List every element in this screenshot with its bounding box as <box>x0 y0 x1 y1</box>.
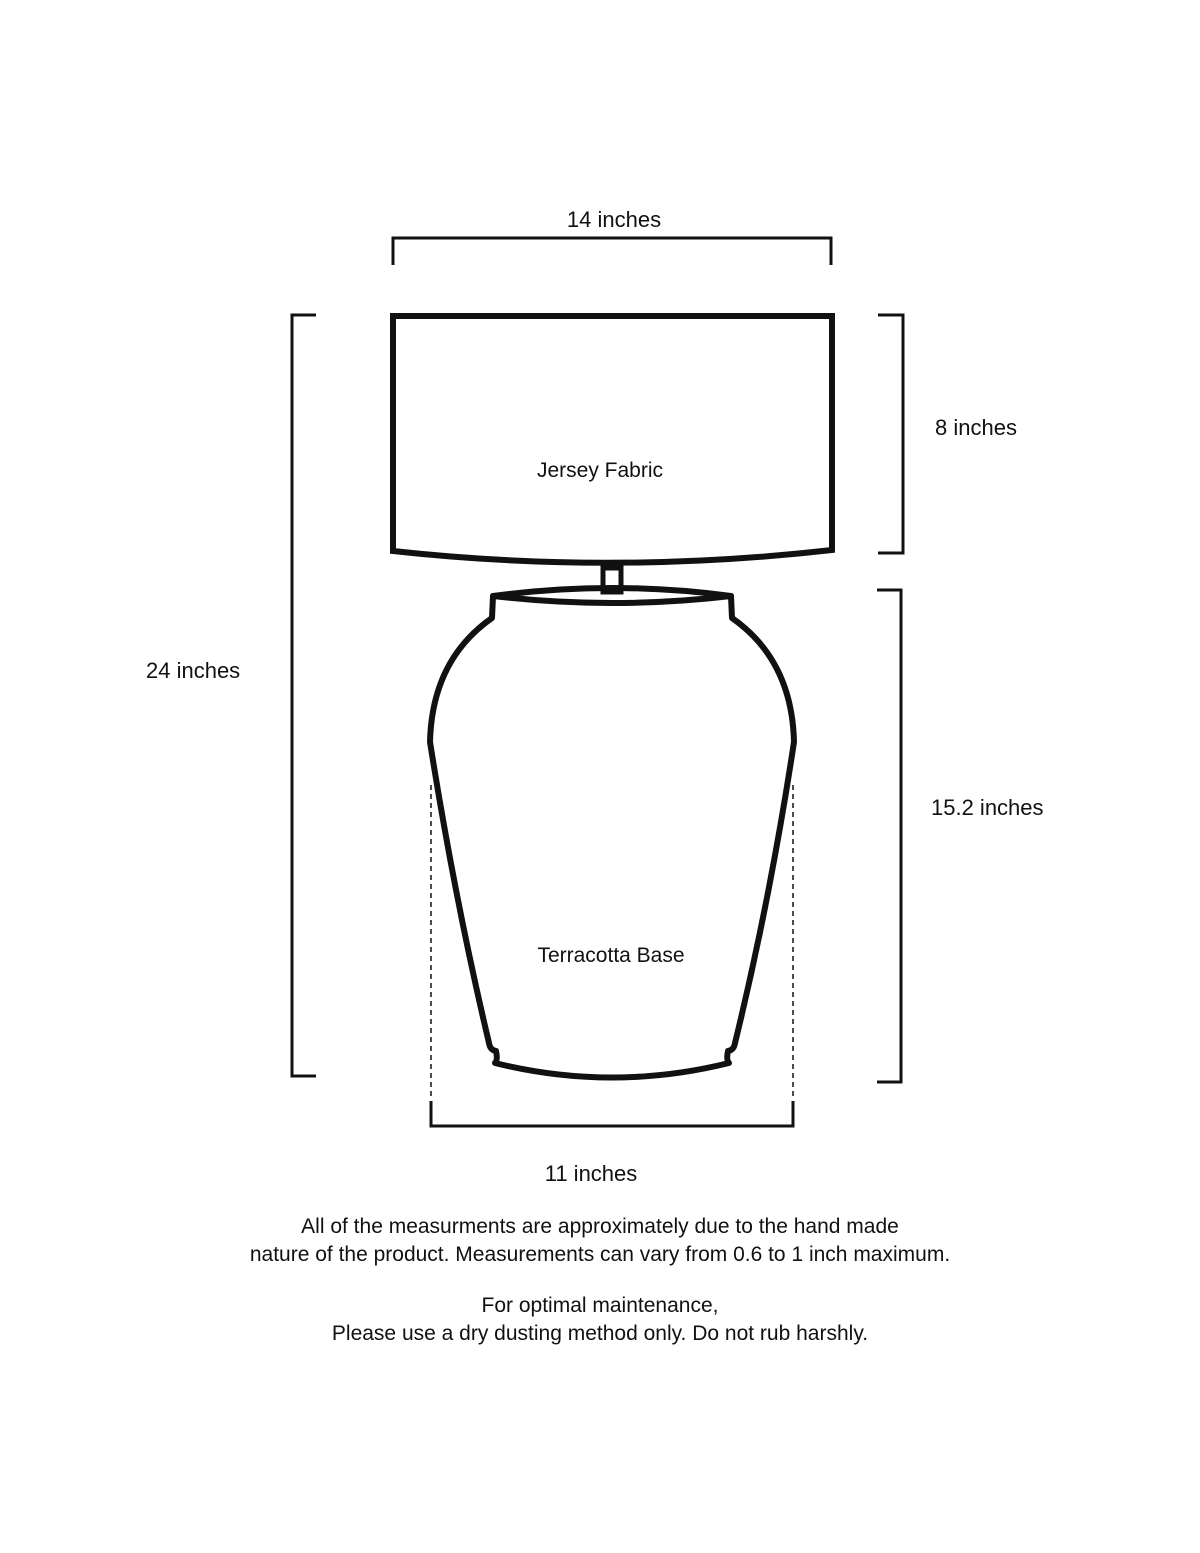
care-note <box>0 1292 1200 1348</box>
accuracy-note <box>0 1213 1200 1269</box>
shade-width-bracket <box>393 238 831 265</box>
accuracy-note-line-2: nature of the product. Measurements can vary from 0.6 to 1 inch maximum. <box>249 1243 951 1266</box>
shade-material-label: Jersey Fabric <box>536 459 664 482</box>
shade-height-label: 8 inches <box>935 415 1017 440</box>
lamp-shade <box>393 316 832 563</box>
base-material-label: Terracotta Base <box>537 944 685 967</box>
total-height-label: 24 inches <box>146 658 241 683</box>
base-height-bracket <box>877 590 901 1082</box>
total-height-bracket <box>292 315 316 1076</box>
shade-width-label: 14 inches <box>566 207 662 232</box>
care-note-line-1: For optimal maintenance, <box>481 1294 719 1317</box>
accuracy-note-line-1: All of the measurments are approximately due to the hand made <box>301 1215 899 1238</box>
base-height-label: 15.2 inches <box>931 795 1044 820</box>
shade-height-bracket <box>878 315 903 553</box>
base-width-bracket <box>431 1101 793 1126</box>
terracotta-base <box>430 588 794 1078</box>
base-width-label: 11 inches <box>544 1161 638 1186</box>
care-note-line-2: Please use a dry dusting method only. Do not rub harshly. <box>331 1322 869 1345</box>
